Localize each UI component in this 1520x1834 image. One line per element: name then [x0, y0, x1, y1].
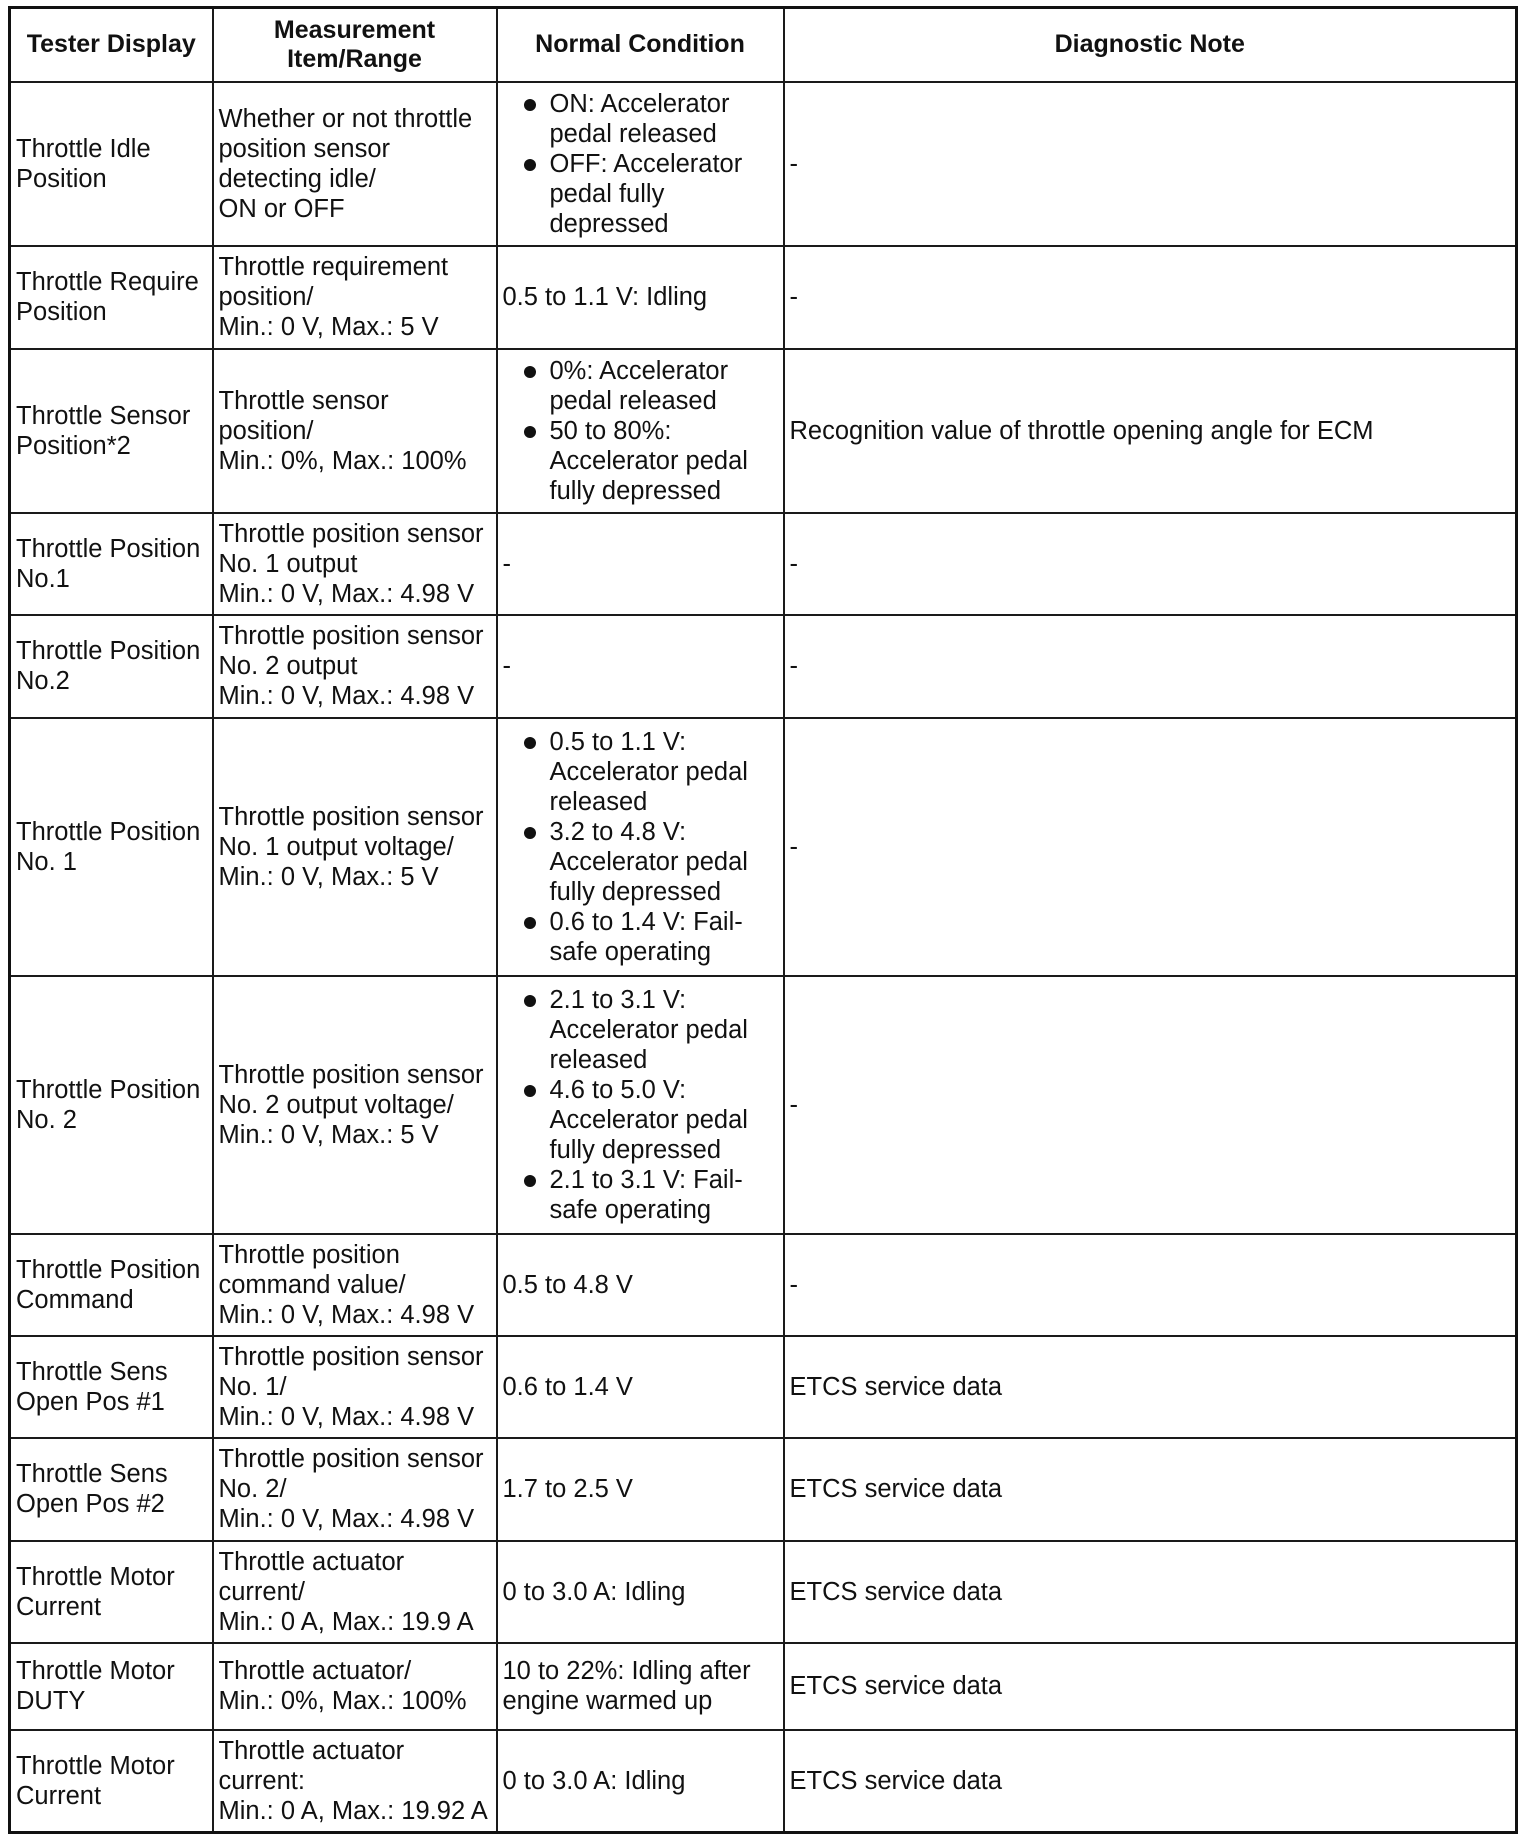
measurement-line: Min.: 0%, Max.: 100%	[218, 446, 467, 475]
condition-bullet-item: 0%: Accelerator pedal released	[503, 356, 778, 416]
condition-bullet-list	[503, 89, 778, 239]
header-row	[10, 8, 1517, 82]
table-row	[10, 349, 1517, 513]
cell-diagnostic-note: ETCS service data	[784, 1438, 1517, 1541]
cell-diagnostic-note: -	[784, 246, 1517, 349]
cell-tester-display: Throttle Motor Current	[10, 1541, 213, 1643]
table-row	[10, 1730, 1517, 1833]
cell-tester-display: Throttle Position No. 2	[10, 976, 213, 1234]
cell-tester-display: Throttle Require Position	[10, 246, 213, 349]
table-row	[10, 1438, 1517, 1541]
cell-diagnostic-note: -	[784, 82, 1517, 246]
condition-bullet-item: 0.6 to 1.4 V: Fail-safe operating	[503, 907, 778, 967]
header-tester-display: Tester Display	[10, 8, 213, 82]
cell-measurement-item	[213, 82, 497, 246]
cell-diagnostic-note: -	[784, 718, 1517, 976]
measurement-line: Min.: 0 V, Max.: 4.98 V	[218, 579, 475, 608]
cell-normal-condition: -	[497, 615, 784, 718]
cell-tester-display: Throttle Position Command	[10, 1234, 213, 1336]
condition-bullet-list	[503, 727, 778, 967]
cell-measurement-item	[213, 1234, 497, 1336]
measurement-line: Throttle position sensor No. 1 output	[218, 519, 484, 578]
measurement-line: Min.: 0 V, Max.: 4.98 V	[218, 1505, 475, 1533]
cell-tester-display: Throttle Motor DUTY	[10, 1643, 213, 1730]
cell-tester-display: Throttle Sens Open Pos #1	[10, 1336, 213, 1438]
table-row	[10, 1336, 1517, 1438]
measurement-line: Min.: 0 A, Max.: 19.92 A	[218, 1796, 488, 1825]
measurement-line: Whether or not throttle position sensor detecting idle/	[218, 104, 473, 193]
cell-diagnostic-note: -	[784, 976, 1517, 1234]
measurement-line: Min.: 0 V, Max.: 5 V	[218, 862, 439, 891]
cell-measurement-item	[213, 1643, 497, 1730]
cell-diagnostic-note: -	[784, 1234, 1517, 1336]
measurement-line: Throttle position sensor No. 2 output	[218, 622, 484, 680]
cell-tester-display: Throttle Sensor Position*2	[10, 349, 213, 513]
cell-normal-condition	[497, 718, 784, 976]
measurement-line: Min.: 0 V, Max.: 4.98 V	[218, 1300, 475, 1329]
measurement-line: Throttle sensor position/	[218, 386, 389, 445]
cell-normal-condition	[497, 349, 784, 513]
measurement-line: Throttle position sensor No. 1/	[218, 1342, 484, 1401]
condition-bullet-list	[503, 356, 778, 506]
measurement-line: ON or OFF	[218, 194, 345, 223]
condition-bullet-item: ON: Accelerator pedal released	[503, 89, 778, 149]
cell-normal-condition	[497, 82, 784, 246]
measurement-line: Throttle requirement position/	[218, 253, 449, 311]
cell-measurement-item	[213, 246, 497, 349]
cell-normal-condition: 1.7 to 2.5 V	[497, 1438, 784, 1541]
measurement-line: Throttle actuator current:	[218, 1736, 405, 1795]
cell-diagnostic-note: ETCS service data	[784, 1643, 1517, 1730]
cell-normal-condition	[497, 976, 784, 1234]
cell-normal-condition: 0.5 to 1.1 V: Idling	[497, 246, 784, 349]
cell-tester-display: Throttle Sens Open Pos #2	[10, 1438, 213, 1541]
measurement-line: Min.: 0 V, Max.: 4.98 V	[218, 1402, 475, 1431]
measurement-line: Min.: 0 A, Max.: 19.9 A	[218, 1607, 474, 1636]
data-list-table	[8, 6, 1518, 1834]
cell-tester-display: Throttle Position No.2	[10, 615, 213, 718]
cell-measurement-item	[213, 976, 497, 1234]
cell-tester-display: Throttle Position No. 1	[10, 718, 213, 976]
cell-diagnostic-note: -	[784, 615, 1517, 718]
table-body	[10, 82, 1517, 1833]
condition-bullet-item: 3.2 to 4.8 V: Accelerator pedal fully depressed	[503, 817, 778, 907]
measurement-line: Min.: 0 V, Max.: 5 V	[218, 313, 439, 341]
cell-measurement-item	[213, 615, 497, 718]
condition-bullet-item: 4.6 to 5.0 V: Accelerator pedal fully depressed	[503, 1075, 778, 1165]
cell-diagnostic-note: -	[784, 513, 1517, 615]
condition-bullet-item: 50 to 80%: Accelerator pedal fully depressed	[503, 416, 778, 506]
cell-tester-display: Throttle Motor Current	[10, 1730, 213, 1833]
table-row	[10, 718, 1517, 976]
measurement-line: Min.: 0 V, Max.: 4.98 V	[218, 682, 475, 710]
table-row	[10, 1643, 1517, 1730]
cell-normal-condition: 0.5 to 4.8 V	[497, 1234, 784, 1336]
cell-measurement-item	[213, 1336, 497, 1438]
measurement-line: Min.: 0 V, Max.: 5 V	[218, 1120, 439, 1149]
measurement-line: Throttle actuator/	[218, 1657, 412, 1685]
header-diagnostic-note: Diagnostic Note	[784, 8, 1517, 82]
cell-tester-display: Throttle Idle Position	[10, 82, 213, 246]
header-measurement-item: Measurement Item/Range	[213, 8, 497, 82]
condition-bullet-item: 2.1 to 3.1 V: Fail-safe operating	[503, 1165, 778, 1225]
table-row	[10, 615, 1517, 718]
header-normal-condition: Normal Condition	[497, 8, 784, 82]
cell-measurement-item	[213, 1730, 497, 1833]
cell-normal-condition: 10 to 22%: Idling after engine warmed up	[497, 1643, 784, 1730]
measurement-line: Min.: 0%, Max.: 100%	[218, 1687, 467, 1715]
cell-diagnostic-note: Recognition value of throttle opening angle for ECM	[784, 349, 1517, 513]
condition-bullet-list	[503, 985, 778, 1225]
cell-tester-display: Throttle Position No.1	[10, 513, 213, 615]
cell-diagnostic-note: ETCS service data	[784, 1730, 1517, 1833]
table-row	[10, 82, 1517, 246]
table-row	[10, 976, 1517, 1234]
cell-diagnostic-note: ETCS service data	[784, 1336, 1517, 1438]
measurement-line: Throttle position sensor No. 1 output voltage/	[218, 802, 484, 861]
table-row	[10, 246, 1517, 349]
cell-normal-condition: 0.6 to 1.4 V	[497, 1336, 784, 1438]
condition-bullet-item: 2.1 to 3.1 V: Accelerator pedal released	[503, 985, 778, 1075]
measurement-line: Throttle position command value/	[218, 1240, 406, 1299]
cell-normal-condition: -	[497, 513, 784, 615]
measurement-line: Throttle actuator current/	[218, 1547, 405, 1606]
table-row	[10, 1541, 1517, 1643]
cell-measurement-item	[213, 513, 497, 615]
measurement-line: Throttle position sensor No. 2 output voltage/	[218, 1060, 484, 1119]
cell-measurement-item	[213, 1541, 497, 1643]
cell-measurement-item	[213, 718, 497, 976]
cell-diagnostic-note: ETCS service data	[784, 1541, 1517, 1643]
table-row	[10, 513, 1517, 615]
table-row	[10, 1234, 1517, 1336]
condition-bullet-item: 0.5 to 1.1 V: Accelerator pedal released	[503, 727, 778, 817]
cell-measurement-item	[213, 349, 497, 513]
measurement-line: Throttle position sensor No. 2/	[218, 1445, 484, 1503]
cell-normal-condition: 0 to 3.0 A: Idling	[497, 1730, 784, 1833]
condition-bullet-item: OFF: Accelerator pedal fully depressed	[503, 149, 778, 239]
cell-measurement-item	[213, 1438, 497, 1541]
cell-normal-condition: 0 to 3.0 A: Idling	[497, 1541, 784, 1643]
